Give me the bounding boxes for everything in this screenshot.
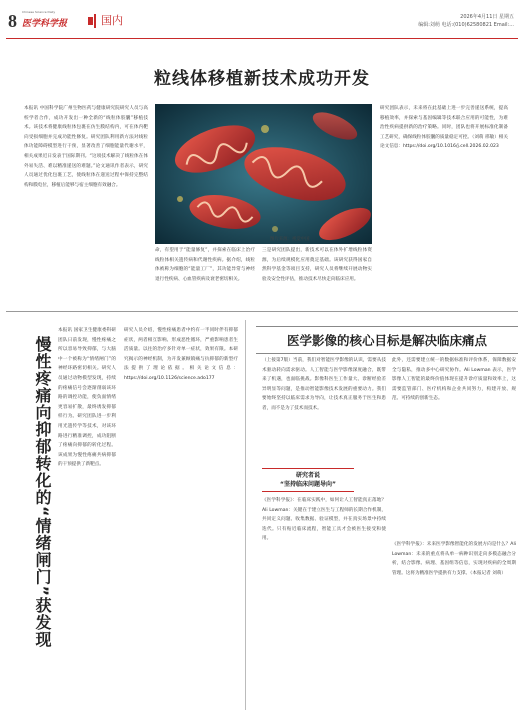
story1-headline: 粒线体移植新技术成功开发	[154, 69, 370, 89]
interview-box-line-2: “坚持临床问题导向”	[280, 481, 336, 488]
interview-box-line-1: 研究者说	[295, 472, 320, 479]
story-divider	[6, 311, 518, 312]
header-info	[418, 13, 514, 29]
story2-column-2: 研究人员介绍，慢性疼痛患者中约有一半同时伴有抑郁症状，两者相互影响、形成恶性循环，严重影响患者生活质量。以往的治疗多针对单一症状，效果有限。本研究揭示的神经机制，为开发兼顾镇痛与抗抑郁的新型疗法提供了理论依据。相关论文信息：https://doi.org/10.1126/science.ado177	[124, 328, 238, 381]
story3-column-1: （上接第7版）当前，我们对智能医学影像的认识，需要从技术驱动转向需求驱动。人工智能与医学影像深度融合，既带来了机遇，也面临挑战。影像科医生工作量大、诊断经验差异明显等问题，是推动智能影像技术发展的重要动力。我们要始终坚持以临床需求为导向，让技术真正服务于医生和患者，而不是为了技术而技术。	[262, 358, 386, 411]
story3-headline: 医学影像的核心目标是解决临床痛点	[256, 326, 518, 354]
page-header	[6, 8, 518, 40]
mitochondria-illustration	[155, 104, 372, 244]
story3-column-4: 《医学科学报》：未来医学影像智能化的发展方向是什么？Ali Lowman：未来的重点将从单一病种识别走向多模态融合分析，结合影像、病理、基因组等信息，实现对疾病的全周期管理。这将为精准医学提供有力支撑。（本报记者 刘萌）	[392, 542, 516, 576]
story1-column-3: 三是研究团队提出，新技术可以在体外扩增线粒体资源，为后续规模化应用奠定基础。该研究获得国家自然科学基金等项目支持，研究人员将继续开展动物实验及安全性评估，推动技术尽快走向临床应用。	[262, 248, 372, 282]
section-label: 国内	[94, 14, 136, 28]
story2-headline: 慢性疼痛向抑郁转化的“情绪闸门”获发现	[33, 336, 52, 649]
photo-caption: 图片来源：视觉中国	[270, 237, 310, 242]
story1-column-4: 研究团队表示，未来将在此基础上进一步完善递送系统，提高移植效率，并探索与基因编辑等技术联合应用的可能性，为难治性疾病提供新的治疗策略。同时，团队也将开展标准化制备工艺研究，确保线粒体胶囊的质量稳定可控。（刘萌 邢敏）相关论文信息：https://doi.org/10.1016/j.cell.2026.02.023	[380, 106, 508, 150]
interview-box	[262, 468, 354, 492]
masthead-english: Chinese Science Daily	[22, 10, 56, 14]
story1-column-2: 命，有望用于“能量修复”，并探索在临床上治疗线粒体相关遗传病和代谢性疾病。据介绍，线粒体被称为细胞的“能量工厂”，其功能异常与神经退行性疾病、心血管疾病及衰老密切相关。	[155, 248, 255, 282]
story2-column-1: 本报讯 国家卫生健康委科研团队日前发现，慢性疼痛之所以容易导致抑郁，与大脑中一个被称为“情绪闸门”的神经环路密切相关。研究人员通过动物模型发现，持续的疼痛信号会逐渐削弱该环路的调控功能，使负面情绪更容易扩散，最终诱发抑郁样行为。研究团队进一步利用光遗传学等技术，对该环路进行精准调控，成功阻断了疼痛向抑郁的转化过程。该成果为慢性疼痛共病抑郁的干预提供了新靶点。	[58, 328, 116, 468]
masthead	[22, 10, 68, 29]
story1-column-1: 本报讯 中国科学院广州生物医药与健康研究院研究人员与高校学者合作，成功开发出一种全新的“线粒体胶囊”移植技术。该技术将健康线粒体包裹在仿生膜结构内，可在体内靶向受损细胞并完成功能性修复。研究团队利用新方法对线粒体功能障碍模型进行干预，显著改善了细胞能量代谢水平，相关成果近日发表于国际期刊。“这项技术解决了线粒体在体外易失活、难以精准递送的难题。”论文通讯作者表示，研究人员通过优化包裹工艺，使线粒体在递送过程中保持完整结构和膜电位，移植后能够与宿主细胞有效融合。	[24, 106, 148, 188]
header-rule	[6, 38, 518, 39]
story3-column-2: 《医学科学报》：在临床实践中，如何让人工智能真正落地？Ali Lowman：关键在于建立医生与工程师的长期合作机制，共同定义问题、收集数据、验证模型，并在真实场景中持续迭代。只有贴近临床流程，智能工具才会被医生接受和使用。	[262, 498, 386, 542]
contact-line: 编辑:刘萌 电话:(010)62580821 Email:...	[418, 22, 514, 28]
column-rule	[245, 320, 246, 710]
page-number: 8	[8, 11, 17, 31]
story3-column-3: 此外，还需要建立统一的数据标准和评价体系，保障数据安全与隐私，推动多中心研究协作。Ali Lowman 表示，医学影像人工智能的最终价值体现在提升诊疗质量和效率上，这需要监管部门、医疗机构和企业共同努力，构建开放、规范、可持续的创新生态。	[392, 358, 516, 402]
masthead-chinese: 医学科学报	[22, 19, 68, 29]
mitochondria-photo	[155, 104, 372, 244]
date-line: 2026年4月11日 星期五	[460, 14, 514, 20]
